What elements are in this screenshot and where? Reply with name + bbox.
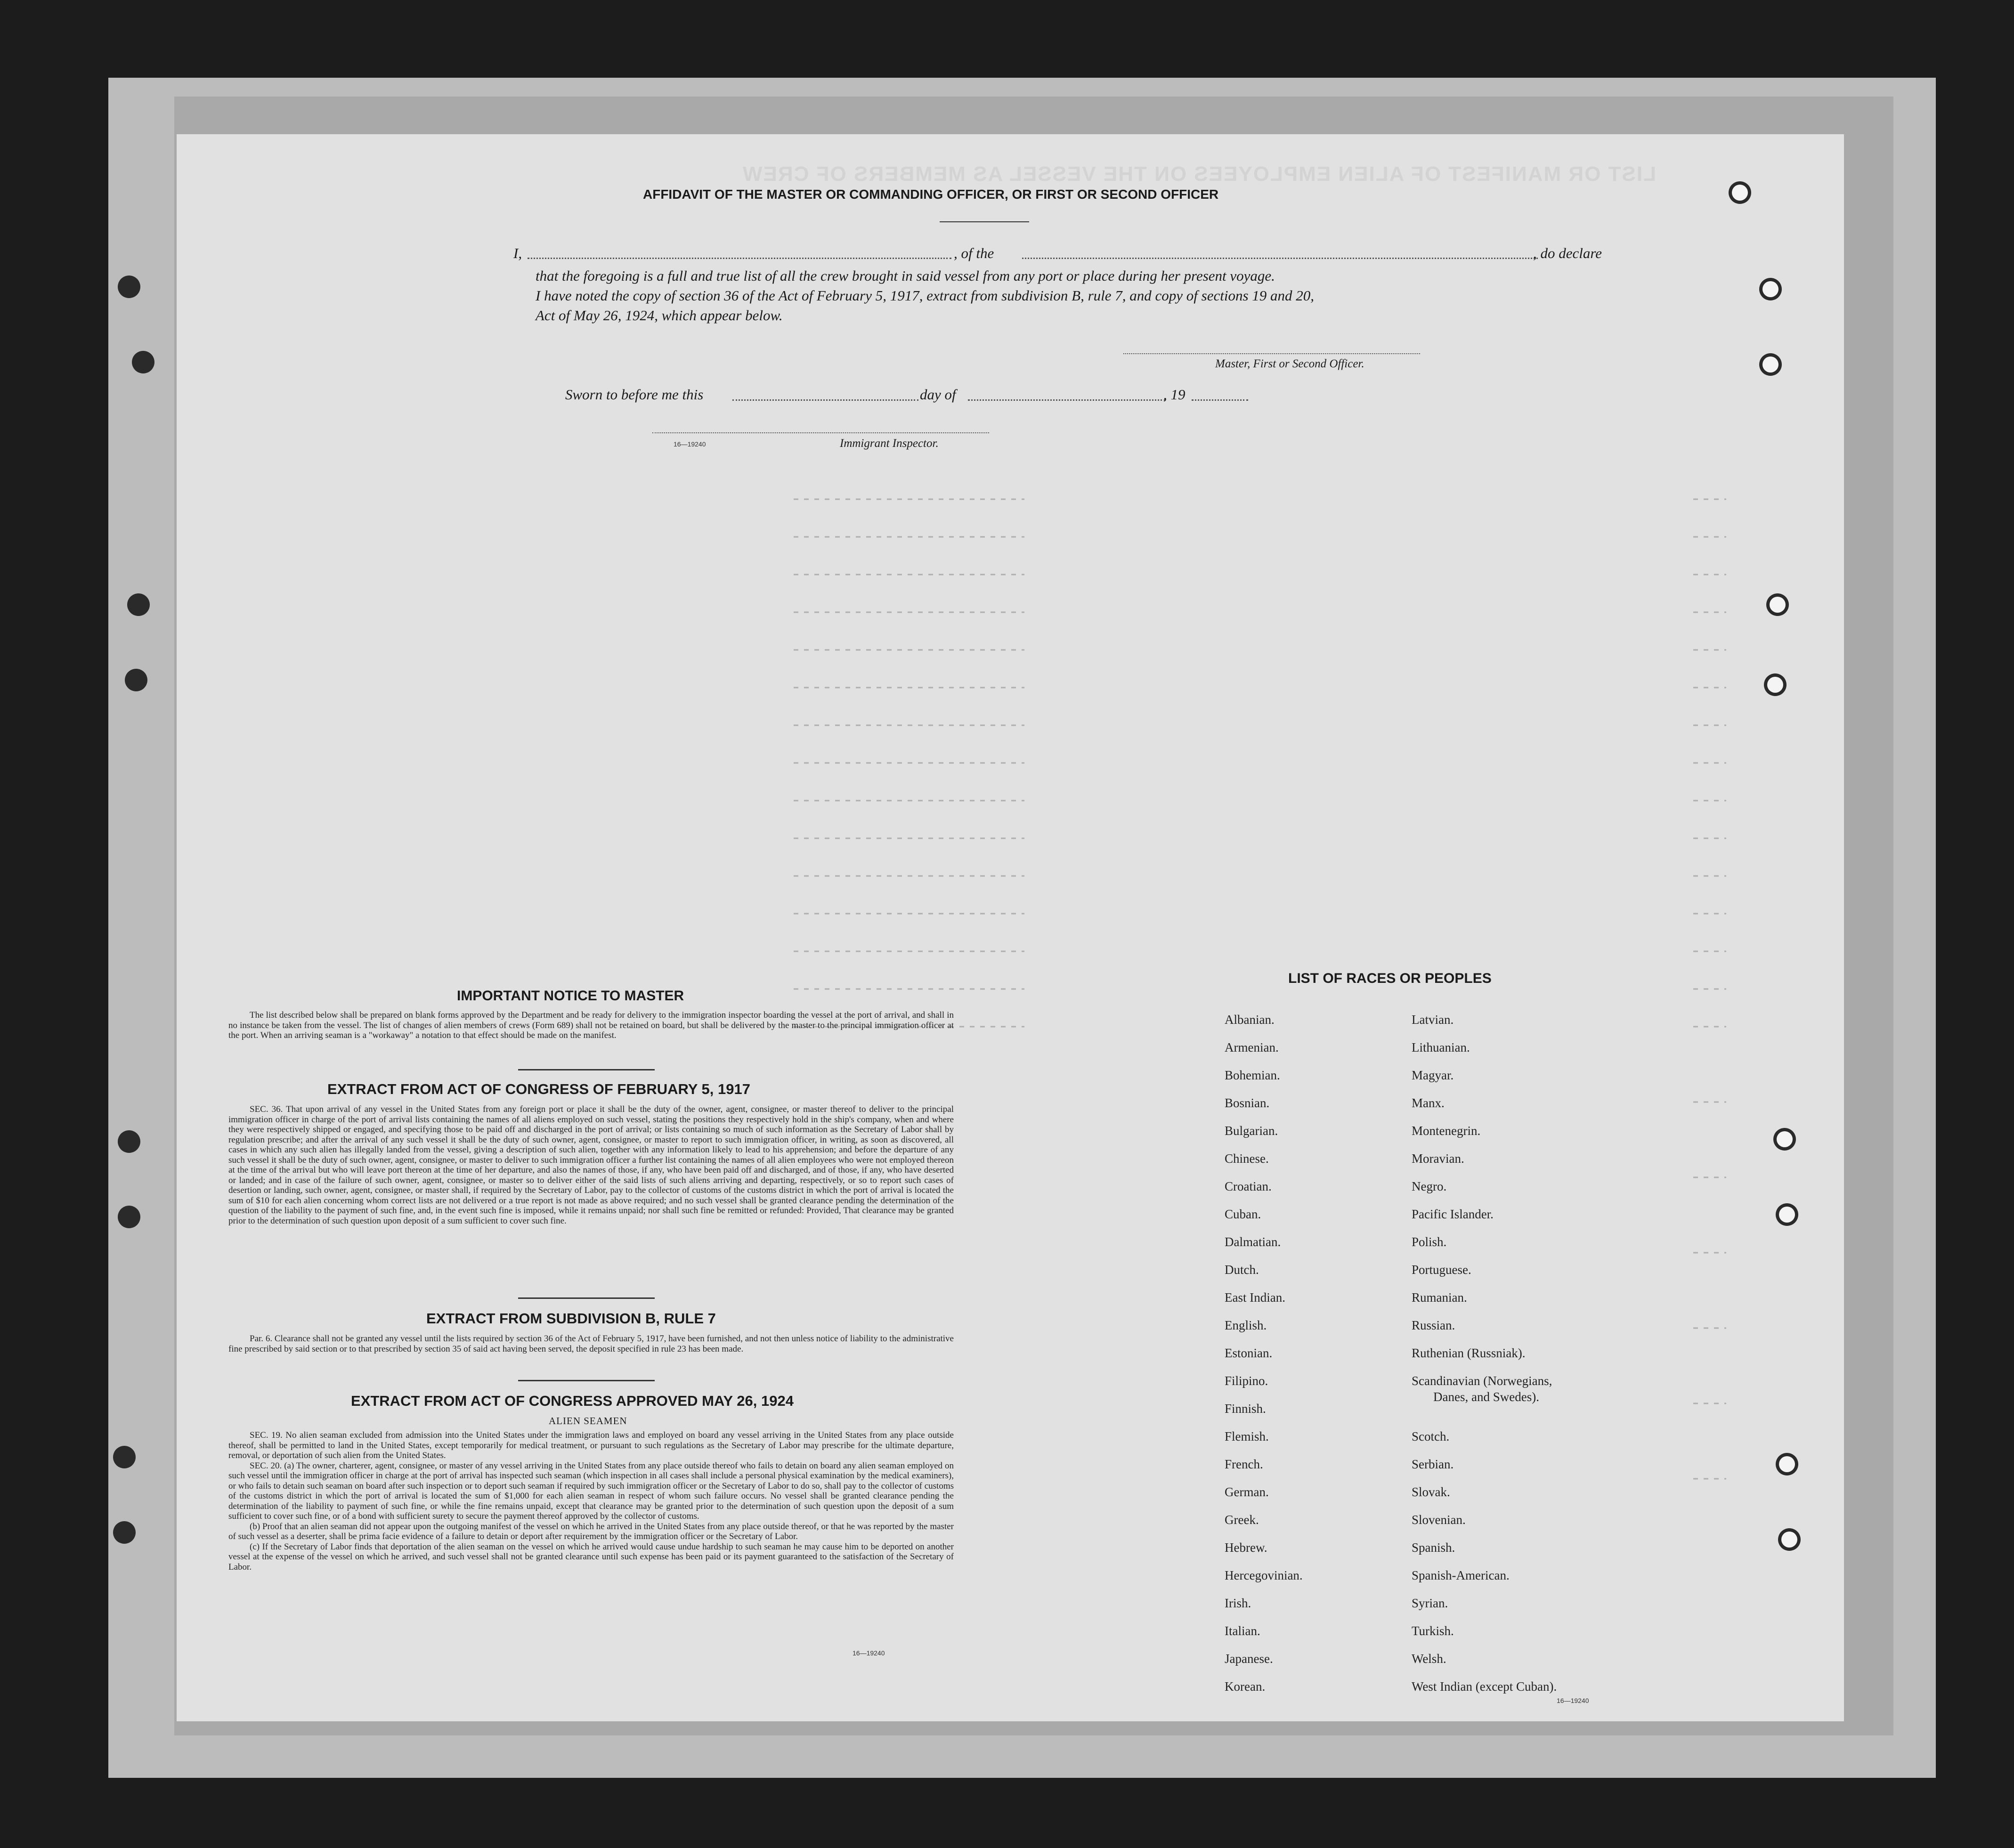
punch-hole xyxy=(118,276,140,298)
affidavit-line-2: that the foregoing is a full and true list of all the crew brought in said vessel from any port or place during her present voyage. xyxy=(536,267,1275,284)
race-item: Syrian. xyxy=(1412,1596,1448,1610)
punch-hole xyxy=(1766,593,1789,616)
affidavit-line-4: Act of May 26, 1924, which appear below. xyxy=(536,307,783,324)
race-item: Flemish. xyxy=(1225,1429,1269,1443)
race-item: Filipino. xyxy=(1225,1374,1268,1388)
punch-hole xyxy=(1759,353,1782,376)
race-item: Scotch. xyxy=(1412,1429,1450,1443)
race-item: Spanish. xyxy=(1412,1540,1455,1555)
extract-1924-title: EXTRACT FROM ACT OF CONGRESS APPROVED MAY 26, 1924 xyxy=(351,1393,794,1409)
rule-7-text xyxy=(228,1334,954,1354)
race-item: Italian. xyxy=(1225,1624,1260,1638)
affidavit-of-the: , of the xyxy=(954,245,994,261)
race-item: Croatian. xyxy=(1225,1179,1272,1193)
notice-text xyxy=(228,1010,954,1041)
race-item: Armenian. xyxy=(1225,1040,1279,1054)
punch-hole xyxy=(1773,1128,1796,1151)
race-item: Korean. xyxy=(1225,1679,1266,1694)
section-20c-paragraph: (c) If the Secretary of Labor finds that deportation of the alien seaman on the vessel on which he arrived would cause undue hardship to such seaman he may cause him to be deported on another vessel at the expense of the vessel on which he arrived, and such vessel shall not be granted clearance until such expense has been paid or its payment guaranteed to the satisfaction of the Secretary of Labor. xyxy=(228,1541,954,1572)
punch-hole xyxy=(118,1130,140,1153)
race-item: Turkish. xyxy=(1412,1624,1454,1638)
punch-hole xyxy=(113,1521,136,1544)
extract-1917-text xyxy=(228,1104,954,1226)
section-36-paragraph: SEC. 36. That upon arrival of any vessel in the United States from any foreign port or place it shall be the duty of the owner, agent, consignee, or master thereof to deliver to the principal immigration officer in charge of the port of arrival lists containing the names of all aliens employed on such vessel, stating the positions they respectively hold in the ship's company, when and where they were respectively shipped or engaged, and specifying those to be paid off and discharged in the port of arrival; or lists containing so much of such information as the Secretary of Labor shall by regulation prescribe; and after the arrival of any such vessel it shall be the duty of such owner, agent, consignee, or master to report to such immigration officer, in writing, as soon as discovered, all cases in which any such alien has illegally landed from the vessel, giving a description of such alien, together with any information likely to lead to his apprehension; and before the departure of any such vessel it shall be the duty of such owner, agent, consignee, or master to deliver to such immigration officer a further list containing the names of all alien employees who were not employed thereon at the time of the arrival but who will leave port thereon at the time of her departure, and also the names of those, if any, who have been paid off and discharged, and of those, if any, who have deserted or landed; and in case of the failure of such owner, agent, consignee, or master so to deliver either of the said lists of such aliens arriving and departing, respectively, or so to report such cases of desertion or landing, such owner, agent, consignee, or master shall, if required by the Secretary of Labor, pay to the collector of customs of the customs district in which the port of arrival is located the sum of $10 for each alien concerning whom correct lists are not delivered or a true report is not made as above required; and no such vessel shall be granted clearance pending the determination of the question of the liability to the payment of such fine, and, in the event such fine is imposed, while it remains unpaid; nor shall such fine be remitted or refunded: Provided, That clearance may be granted prior to the determination of such question upon deposit of a sum sufficient to cover such fine. xyxy=(228,1104,954,1226)
race-item: Portuguese. xyxy=(1412,1263,1471,1277)
race-item: Montenegrin. xyxy=(1412,1124,1481,1138)
race-item: Albanian. xyxy=(1225,1013,1275,1027)
section-19-paragraph: SEC. 19. No alien seaman excluded from admission into the United States under the immigration laws and employed on board any vessel arriving in the United States from any place outside thereof, shall be permitted to land in the United States, except temporarily for medical treatment, or pursuant to such regulations as the Secretary of Labor may prescribe for the ultimate departure, removal, or deportation of such alien from the United States. xyxy=(228,1430,954,1460)
punch-hole xyxy=(1729,181,1751,204)
rule-7-title: EXTRACT FROM SUBDIVISION B, RULE 7 xyxy=(426,1310,716,1327)
race-item: Estonian. xyxy=(1225,1346,1273,1360)
affidavit-line-3: I have noted the copy of section 36 of the Act of February 5, 1917, extract from subdivision B, rule 7, and copy of sections 19 and 20, xyxy=(536,287,1315,304)
race-item: Chinese. xyxy=(1225,1151,1269,1166)
affidavit-declare: , do declare xyxy=(1533,245,1602,261)
extract-1924-form-number: 16—19240 xyxy=(853,1649,885,1657)
document-page xyxy=(177,134,1844,1721)
race-item: Polish. xyxy=(1412,1235,1447,1249)
punch-hole xyxy=(1759,278,1782,300)
race-item: Lithuanian. xyxy=(1412,1040,1470,1054)
punch-hole xyxy=(113,1446,136,1468)
punch-hole xyxy=(132,351,154,373)
affidavit-i: I, xyxy=(513,245,522,261)
punch-hole xyxy=(1776,1453,1798,1475)
race-item: Dalmatian. xyxy=(1225,1235,1281,1249)
race-item: Bosnian. xyxy=(1225,1096,1270,1110)
race-item: Bulgarian. xyxy=(1225,1124,1278,1138)
race-item: Japanese. xyxy=(1225,1652,1273,1666)
sworn-year: , 19 xyxy=(1163,386,1186,403)
race-item: Negro. xyxy=(1412,1179,1447,1193)
race-item: Manx. xyxy=(1412,1096,1445,1110)
race-item: Rumanian. xyxy=(1412,1290,1467,1305)
extract-1924-text xyxy=(228,1430,954,1572)
inspector-label: Immigrant Inspector. xyxy=(840,437,939,450)
race-item: Slovak. xyxy=(1412,1485,1450,1499)
extract-1917-rule xyxy=(518,1297,655,1299)
rule-7-rule xyxy=(518,1380,655,1381)
bleed-through-header: LIST OR MANIFEST OF ALIEN EMPLOYEES ON THE VESSEL AS MEMBERS OF CREW xyxy=(742,162,1656,186)
race-item: Welsh. xyxy=(1412,1652,1446,1666)
notice-paragraph: The list described below shall be prepared on blank forms approved by the Department and be ready for delivery to the immigration inspector boarding the vessel at the port of arrival, and shall in no instance be taken from the vessel. The list of changes of alien members of crews (Form 689) shall not be retained on board, but shall be delivered by the master to the principal immigration officer at the port. When an arriving seaman is a "workaway" a notation to that effect should be made on the manifest. xyxy=(228,1010,954,1040)
race-item: Magyar. xyxy=(1412,1068,1454,1082)
punch-hole xyxy=(118,1206,140,1228)
affidavit-title: AFFIDAVIT OF THE MASTER OR COMMANDING OFFICER, OR FIRST OR SECOND OFFICER xyxy=(643,187,1219,202)
races-title: LIST OF RACES OR PEOPLES xyxy=(1288,971,1492,986)
punch-hole xyxy=(127,593,150,616)
sworn-prefix: Sworn to before me this xyxy=(565,386,704,403)
race-item: Serbian. xyxy=(1412,1457,1454,1471)
race-item: Dutch. xyxy=(1225,1263,1259,1277)
race-item: Danes, and Swedes). xyxy=(1433,1390,1539,1404)
punch-hole xyxy=(1764,673,1787,696)
race-item: Scandinavian (Norwegians, xyxy=(1412,1374,1552,1388)
race-item: West Indian (except Cuban). xyxy=(1412,1679,1557,1694)
race-item: Finnish. xyxy=(1225,1402,1266,1416)
punch-hole xyxy=(125,669,147,691)
race-item: East Indian. xyxy=(1225,1290,1285,1305)
race-item: German. xyxy=(1225,1485,1269,1499)
race-item: English. xyxy=(1225,1318,1267,1332)
race-item: Slovenian. xyxy=(1412,1513,1466,1527)
race-item: Bohemian. xyxy=(1225,1068,1280,1082)
race-item: Hercegovinian. xyxy=(1225,1568,1303,1582)
extract-1917-title: EXTRACT FROM ACT OF CONGRESS OF FEBRUARY 5, 1917 xyxy=(327,1081,750,1097)
notice-rule xyxy=(518,1069,655,1070)
race-item: Russian. xyxy=(1412,1318,1455,1332)
race-item: Greek. xyxy=(1225,1513,1259,1527)
punch-hole xyxy=(1776,1203,1798,1226)
race-item: Spanish-American. xyxy=(1412,1568,1510,1582)
alien-seamen-subtitle: ALIEN SEAMEN xyxy=(549,1415,627,1427)
rule-7-paragraph: Par. 6. Clearance shall not be granted any vessel until the lists required by section 36 of the Act of February 5, 1917, have been furnished, and not then unless notice of liability to the administrative fine prescribed by said section or to that prescribed by section 35 of said act having been served, the deposit specified in rule 23 has been made. xyxy=(228,1334,954,1354)
race-item: Hebrew. xyxy=(1225,1540,1267,1555)
race-item: French. xyxy=(1225,1457,1263,1471)
section-20b-paragraph: (b) Proof that an alien seaman did not appear upon the outgoing manifest of the vessel on which he arrived in the United States from any place outside thereof, or that he was reported by the master of such vessel as a deserter, shall be prima facie evidence of a failure to detain or deport after requirement by the immigration officer or the Secretary of Labor. xyxy=(228,1521,954,1541)
race-item: Latvian. xyxy=(1412,1013,1454,1027)
affidavit-form-number: 16—19240 xyxy=(674,440,706,448)
punch-hole xyxy=(1778,1528,1801,1551)
race-item: Pacific Islander. xyxy=(1412,1207,1494,1221)
race-item: Irish. xyxy=(1225,1596,1251,1610)
notice-title: IMPORTANT NOTICE TO MASTER xyxy=(457,988,684,1004)
sworn-day-of: day of xyxy=(920,386,956,403)
race-item: Moravian. xyxy=(1412,1151,1464,1166)
race-item: Cuban. xyxy=(1225,1207,1261,1221)
master-signature-label: Master, First or Second Officer. xyxy=(1215,357,1364,370)
race-item: Ruthenian (Russniak). xyxy=(1412,1346,1526,1360)
section-20a-paragraph: SEC. 20. (a) The owner, charterer, agent, consignee, or master of any vessel arriving in the United States from any place outside thereof who fails to detain on board any alien seaman employed on such vessel until the immigration officer in charge at the port of arrival has inspected such seaman (which inspection in all cases shall include a personal physical examination by the medical examiners), or who fails to detain such seaman on board after such inspection or to deport such seaman if required by such immigration officer or the Secretary of Labor to do so, shall pay to the collector of customs of the customs district in which the port of arrival is located the sum of $1,000 for each alien seaman in respect of whom such failure occurs. No vessel shall be granted clearance pending the determination of the liability to payment of such fine, or while the fine remains unpaid, except that clearance may be granted prior to the determination of such question upon the deposit of a sum sufficient to cover such fine, or of a bond with sufficient surety to secure the payment thereof approved by the collector of customs. xyxy=(228,1460,954,1521)
races-form-number: 16—19240 xyxy=(1557,1697,1589,1704)
